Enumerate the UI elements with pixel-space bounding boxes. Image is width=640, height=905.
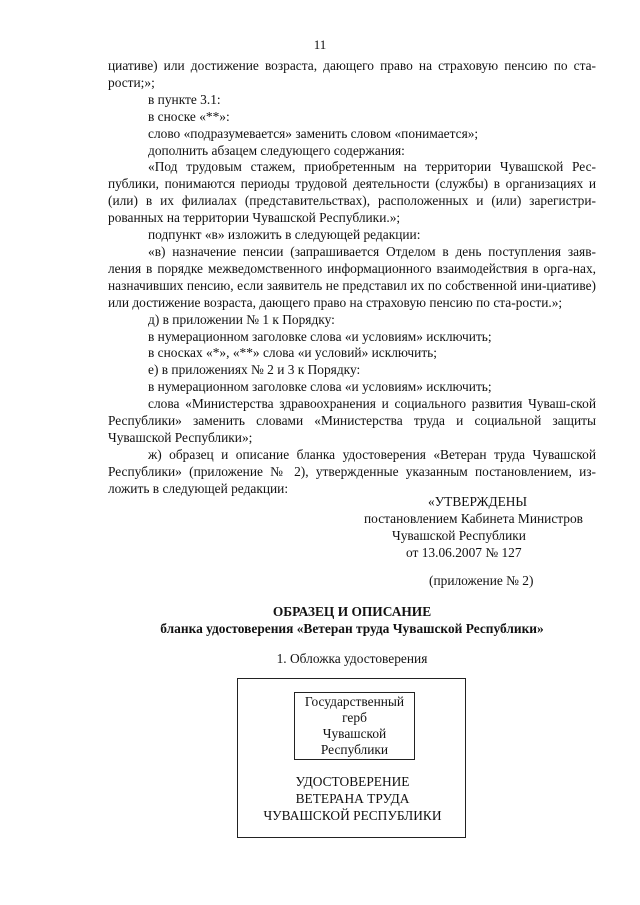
body-text xyxy=(108,58,596,498)
approval-line: Чувашской Республики xyxy=(392,527,526,543)
cover-title xyxy=(238,773,467,824)
approval-stamp-block xyxy=(364,494,583,562)
paragraph: подпункт «в» изложить в следующей редакции: xyxy=(148,227,421,243)
paragraph: дополнить абзацем следующего содержания: xyxy=(148,142,405,158)
approval-line: «УТВЕРЖДЕНЫ xyxy=(428,494,528,509)
cover-caption: 1. Обложка удостоверения xyxy=(276,651,428,666)
paragraph: в пункте 3.1: xyxy=(148,91,221,107)
section-subtitle: бланка удостоверения «Ветеран труда Чувашской Республики» xyxy=(160,621,544,636)
paragraph: в нумерационном заголовке слова «и условиям» исключить; xyxy=(148,328,492,344)
paragraph: д) в приложении № 1 к Порядку: xyxy=(148,311,335,327)
approval-line: постановлением Кабинета Министров xyxy=(364,510,583,526)
section-title: ОБРАЗЕЦ И ОПИСАНИЕ xyxy=(272,604,432,619)
cover-title-line: ЧУВАШСКОЙ РЕСПУБЛИКИ xyxy=(263,808,442,823)
paragraph: циативе) или достижение возраста, дающего право на страховую пенсию по ста-рости;»; xyxy=(108,58,596,90)
approval-line: от 13.06.2007 № 127 xyxy=(406,544,522,560)
appendix-note: (приложение № 2) xyxy=(429,573,534,588)
paragraph: слова «Министерства здравоохранения и социального развития Чуваш-ской Республики» заменить словами «Министерства труда и социальной защиты Чувашской Республики»; xyxy=(108,396,596,445)
certificate-cover-diagram xyxy=(237,678,466,838)
emblem-label-line: герб xyxy=(342,710,367,725)
paragraph: «Под трудовым стажем, приобретенным на территории Чувашской Рес-публики, понимаются периоды трудовой деятельности (службы) в организациях и (или) в их филиалах (представительствах), расположенных и (или) зарегистри-рованных на территории Чувашской Республики.»; xyxy=(108,159,596,226)
cover-title-line: ВЕТЕРАНА ТРУДА xyxy=(295,791,410,806)
paragraph: в сноске «**»: xyxy=(148,108,230,124)
emblem-placeholder xyxy=(294,692,415,760)
paragraph: ж) образец и описание бланка удостоверения «Ветеран труда Чувашской Республики» (приложение № 2), утвержденные указанным постановлением, из-ложить в следующей редакции: xyxy=(108,446,596,496)
paragraph: слово «подразумевается» заменить словом «понимается»; xyxy=(148,125,479,141)
paragraph: е) в приложениях № 2 и 3 к Порядку: xyxy=(148,362,361,378)
emblem-label-line: Республики xyxy=(320,742,389,757)
paragraph: в сносках «*», «**» слова «и условий» исключить; xyxy=(148,345,438,361)
page-number: 11 xyxy=(313,37,327,52)
paragraph: «в) назначение пенсии (запрашивается Отделом в день поступления заяв-ления в порядке межведомственного информационного взаимодействия в орга-нах, назначивших пенсию, если заявитель не представил их по собственной ини-циативе) или достижение возраста, дающего право на страховую пенсию по ста-рости.»; xyxy=(108,243,596,310)
paragraph: в нумерационном заголовке слова «и условиям» исключить; xyxy=(148,379,492,395)
cover-title-line: УДОСТОВЕРЕНИЕ xyxy=(295,774,410,789)
emblem-label-line: Чувашской xyxy=(322,726,387,741)
emblem-label-line: Государственный xyxy=(304,694,405,709)
